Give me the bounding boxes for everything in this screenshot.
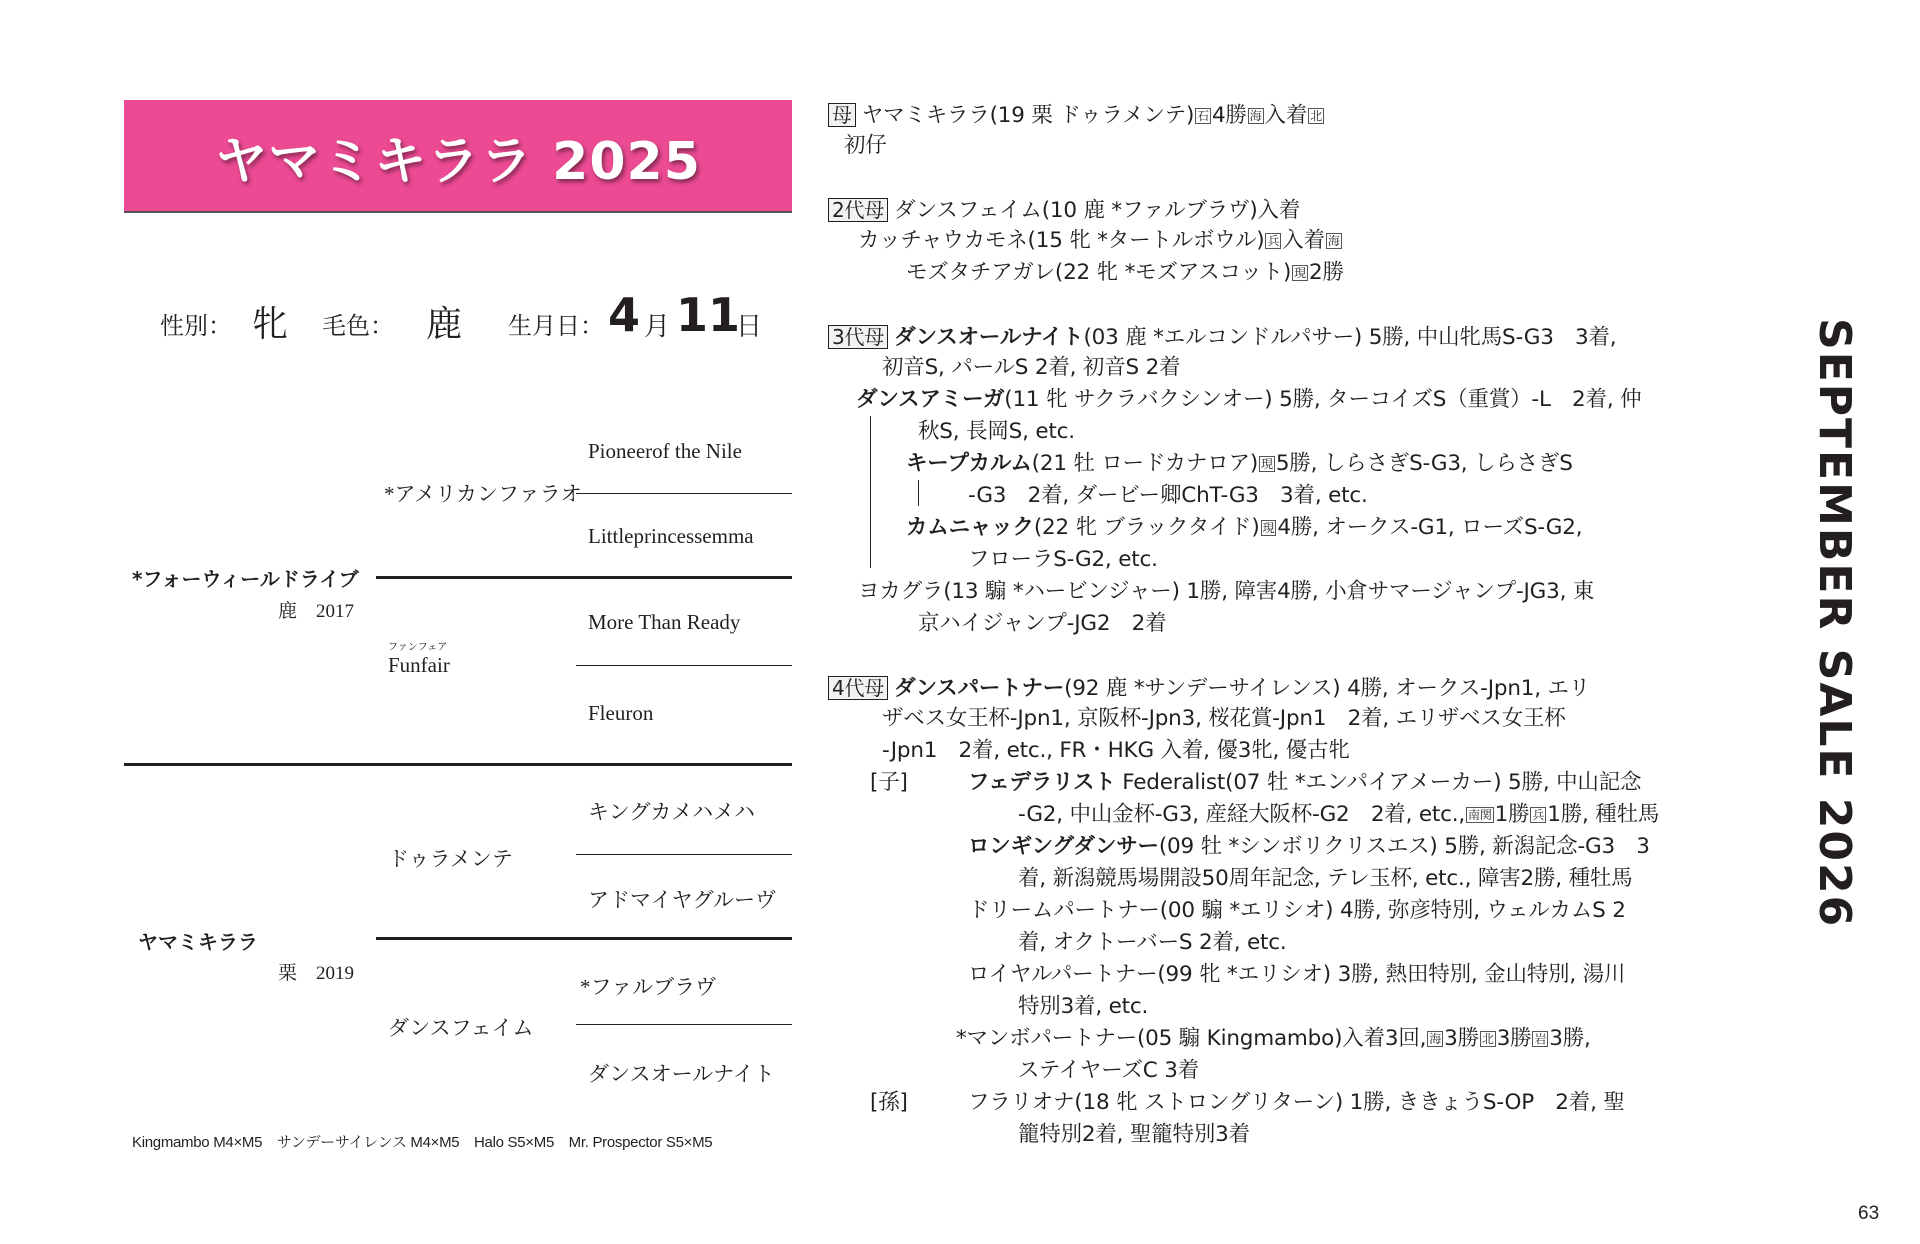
child-text: 3勝,: [1549, 1026, 1591, 1051]
track-mark: 岩: [1534, 1032, 1547, 1046]
g3-line-4: 秋S, 長岡S, etc.: [918, 419, 1075, 444]
g3-line-7: [906, 517, 1582, 539]
ped-dss: キングカメハメハ: [588, 800, 755, 824]
grandchild-1-line-1: フラリオナ(18 牝 ストロングリターン) 1勝, ききょうS-OP 2着, 聖: [968, 1090, 1625, 1115]
sale-name: SEPTEMBER SALE 2026: [1809, 318, 1860, 929]
g3-line-1: [828, 325, 1616, 349]
g3-line-2: 初音S, パールS 2着, 初音S 2着: [882, 355, 1181, 380]
birth-month-unit: 月: [644, 312, 671, 342]
child-2-line-2: 着, 新潟競馬場開設50周年記念, テレ玉杯, etc., 障害2勝, 種牡馬: [1018, 866, 1633, 891]
ped-ds: ドゥラメンテ: [388, 847, 513, 871]
child-4-line-1: ロイヤルパートナー(99 牝 *エリシオ) 3勝, 熱田特別, 金山特別, 湯川: [968, 962, 1626, 987]
grandchildren-label: [孫]: [870, 1090, 908, 1115]
g3-line-9: ヨカグラ(13 騸 *ハービンジャー) 1勝, 障害4勝, 小倉サマージャンプ-JG3, 東: [858, 579, 1595, 604]
g2-text: モズタチアガレ(22 牝 *モズアスコット): [906, 260, 1292, 285]
g4-label: 4代母: [828, 676, 888, 700]
g3-label: 3代母: [828, 325, 888, 349]
ped-sdd: Fleuron: [588, 701, 654, 725]
child-text: 1勝, 種牡馬: [1547, 802, 1660, 827]
horse-title: ヤマミキララ 2025: [215, 131, 701, 192]
g3-line-10: 京ハイジャンプ-JG2 2着: [918, 611, 1167, 636]
grandchild-1-line-2: 籠特別2着, 聖籠特別3着: [1018, 1122, 1250, 1147]
dam-label: 母: [828, 103, 856, 127]
ped-dsd: アドマイヤグルーヴ: [588, 888, 776, 912]
ped-line: [124, 763, 792, 766]
child-text: -G2, 中山金杯-G3, 産経大阪杯-G2 2着, etc.,: [1018, 802, 1466, 827]
track-mark: 南関: [1468, 808, 1492, 822]
children-label: [子]: [870, 770, 908, 795]
dam-text: ヤマミキララ(19 栗 ドゥラメンテ): [861, 103, 1195, 128]
info-row: [160, 288, 780, 348]
g3-line-5: [906, 453, 1573, 475]
track-mark: 海: [1249, 109, 1262, 123]
g4-line-2: ザベス女王杯-Jpn1, 京阪杯-Jpn3, 桜花賞-Jpn1 2着, エリザベス女王杯: [882, 706, 1566, 731]
ped-dds: *ファルブラヴ: [580, 975, 717, 999]
track-mark: 北: [1481, 1032, 1494, 1046]
g2-text: 入着: [1282, 228, 1325, 253]
track-mark: 兵: [1267, 234, 1280, 248]
g2-text: カッチャウカモネ(15 牝 *タートルボウル): [858, 228, 1265, 253]
family-bracket: [918, 480, 919, 506]
g3-name: ダンスオールナイト: [894, 325, 1084, 350]
g3-text: (11 牝 サクラバクシンオー) 5勝, ターコイズS（重賞）-L 2着, 仲: [1004, 387, 1642, 412]
family-bracket: [870, 416, 871, 568]
g3-name: カムニャック: [906, 515, 1034, 540]
ped-dam: ヤマミキララ: [138, 930, 258, 954]
sex-label: 性別：: [160, 312, 232, 340]
ped-ss: *アメリカンファラオ: [384, 482, 582, 506]
child-5-line-1: [956, 1028, 1591, 1050]
ped-sire-info: 鹿 2017: [278, 601, 355, 622]
inbreeding-note: Kingmambo M4×M5 サンデーサイレンス M4×M5 Halo S5×M5 Mr. Prospector S5×M5: [132, 1134, 713, 1151]
g3-text: 5勝, しらさぎS-G3, しらさぎS: [1275, 451, 1573, 476]
g4-name: ダンスパートナー: [894, 676, 1065, 701]
child-name: ロンギングダンサー: [968, 834, 1159, 859]
track-mark: 兵: [1532, 808, 1545, 822]
ped-dd: ダンスフェイム: [388, 1016, 534, 1040]
ped-sd-kana: ファンフェア: [388, 642, 448, 653]
track-mark: 現: [1262, 521, 1275, 535]
child-text: 3勝: [1496, 1026, 1532, 1051]
track-mark: 現: [1294, 266, 1306, 280]
ped-sire: *フォーウィールドライブ: [132, 567, 359, 591]
ped-line: [576, 665, 792, 666]
g4-line-3: -Jpn1 2着, etc., FR・HKG 入着, 優3牝, 優古牝: [882, 738, 1350, 763]
g3-line-6: -G3 2着, ダービー卿ChT-G3 3着, etc.: [968, 483, 1368, 508]
g2-line-1: [828, 198, 1300, 222]
g4-text: (92 鹿 *サンデーサイレンス) 4勝, オークス-Jpn1, エリ: [1064, 676, 1591, 701]
g3-line-8: フローラS-G2, etc.: [968, 547, 1158, 572]
g3-name: キープカルム: [906, 451, 1032, 476]
birth-month: 4: [608, 288, 641, 342]
child-3-line-2: 着, オクトーバーS 2着, etc.: [1018, 930, 1287, 955]
dam-line-2: 初仔: [844, 133, 887, 158]
sex-value: 牝: [252, 304, 289, 345]
g2-label: 2代母: [828, 198, 888, 222]
title-band: [124, 100, 792, 212]
ped-line: [376, 937, 792, 940]
side-banner: [1809, 318, 1890, 938]
child-3-line-1: ドリームパートナー(00 騸 *エリシオ) 4勝, 弥彦特別, ウェルカムS 2: [968, 898, 1626, 923]
g3-text: 4勝, オークス-G1, ローズS-G2,: [1277, 515, 1583, 540]
g3-text: (03 鹿 *エルコンドルパサー) 5勝, 中山牝馬S-G3 3着,: [1083, 325, 1617, 350]
ped-ddd: ダンスオールナイト: [588, 1062, 775, 1086]
track-mark: 北: [1310, 109, 1322, 123]
ped-dam-info: 栗 2019: [278, 963, 355, 984]
dam-line-1: [828, 103, 1325, 127]
g2-text: 2勝: [1308, 260, 1344, 285]
child-2-line-1: [968, 836, 1650, 858]
ped-line: [576, 854, 792, 855]
child-name: フェデラリスト: [968, 770, 1116, 795]
track-mark: 海: [1429, 1032, 1442, 1046]
ped-ssd: Littleprincessemma: [588, 524, 754, 548]
dam-text: 4勝: [1211, 103, 1247, 128]
dam-text: 入着: [1264, 103, 1308, 128]
track-mark: 現: [1261, 457, 1273, 471]
child-text: 3勝: [1444, 1026, 1479, 1051]
track-mark: 石: [1197, 109, 1209, 123]
ped-sds: More Than Ready: [588, 610, 741, 634]
color-value: 鹿: [426, 304, 463, 345]
child-text: *マンボパートナー(05 騸 Kingmambo)入着3回,: [956, 1026, 1427, 1051]
title-underline: [124, 211, 792, 213]
g2-line-2: [858, 230, 1343, 252]
child-1-line-1: [968, 772, 1641, 794]
g3-text: (21 牡 ロードカナロア): [1031, 451, 1259, 476]
color-label: 毛色：: [322, 312, 394, 340]
ped-line: [376, 576, 792, 579]
child-1-line-2: [1018, 804, 1659, 826]
g2-line-3: [906, 262, 1344, 284]
g3-line-3: [856, 389, 1641, 411]
child-text: Federalist(07 牡 *エンパイアメーカー) 5勝, 中山記念: [1115, 770, 1642, 795]
birth-label: 生月日：: [508, 312, 604, 340]
child-4-line-2: 特別3着, etc.: [1018, 994, 1149, 1019]
ped-line: [576, 1024, 792, 1025]
ped-sd: Funfair: [388, 653, 450, 677]
ped-sss: Pioneerof the Nile: [588, 439, 742, 463]
ped-line: [576, 493, 792, 494]
g3-text: (22 牝 ブラックタイド): [1033, 515, 1260, 540]
child-5-line-2: ステイヤーズC 3着: [1018, 1058, 1200, 1083]
track-mark: 海: [1327, 234, 1340, 248]
page-number: 63: [1858, 1203, 1880, 1224]
birth-day-unit: 日: [736, 312, 763, 342]
birth-day: 11: [676, 288, 741, 342]
g3-name: ダンスアミーガ: [856, 387, 1005, 412]
g2-text: ダンスフェイム(10 鹿 *ファルブラヴ)入着: [894, 198, 1301, 223]
child-text: (09 牡 *シンボリクリスエス) 5勝, 新潟記念-G3 3: [1158, 834, 1650, 859]
child-text: 1勝: [1494, 802, 1530, 827]
g4-line-1: [828, 676, 1590, 700]
